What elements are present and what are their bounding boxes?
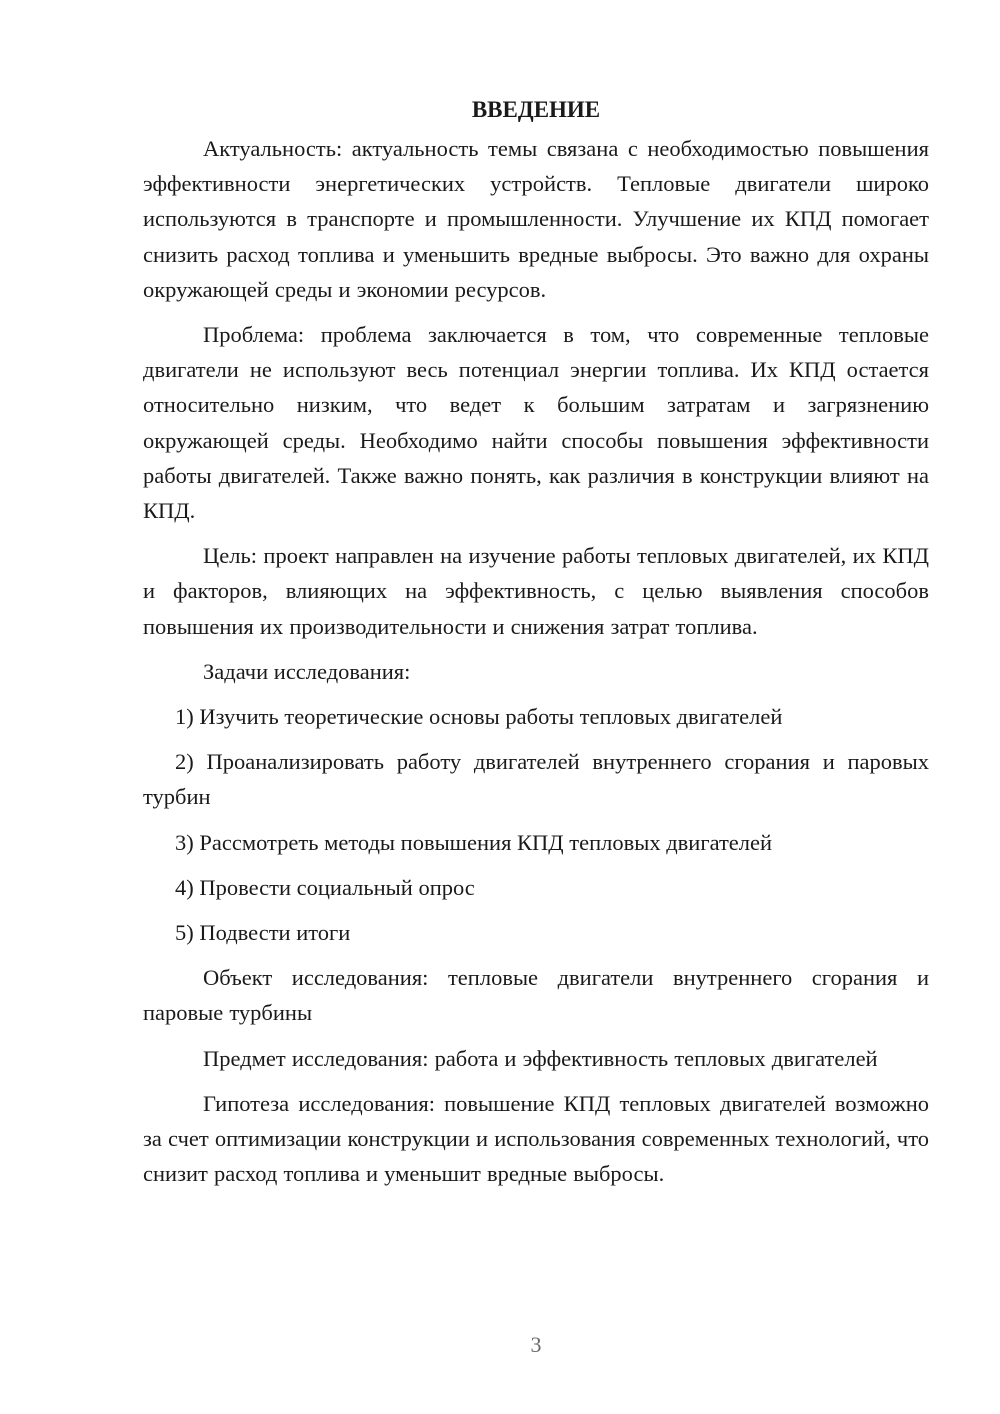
- document-page: [143, 92, 929, 1191]
- page-number: 3: [530, 1332, 542, 1357]
- document-title: ВВЕДЕНИЕ: [471, 97, 601, 122]
- goal-paragraph: Цель: проект направлен на изучение работы тепловых двигателей, их КПД и факторов, влияющих на эффективность, с целью выявления способов повышения их производительности и снижения затрат топлива.: [143, 543, 929, 639]
- problem-paragraph: Проблема: проблема заключается в том, что современные тепловые двигатели не используют весь потенциал энергии топлива. Их КПД остается относительно низким, что ведет к большим затратам и загрязнению окружающей среды. Необходимо найти способы повышения эффективности работы двигателей. Также важно понять, как различия в конструкции влияют на КПД.: [143, 322, 929, 524]
- object-paragraph: Объект исследования: тепловые двигатели внутреннего сгорания и паровые турбины: [143, 965, 929, 1026]
- task-item: 2) Проанализировать работу двигателей внутреннего сгорания и паровых турбин: [143, 749, 929, 810]
- tasks-list: [143, 699, 929, 950]
- task-item: 4) Провести социальный опрос: [175, 874, 475, 900]
- task-item: 3) Рассмотреть методы повышения КПД тепловых двигателей: [175, 829, 773, 855]
- relevance-paragraph: Актуальность: актуальность темы связана с необходимостью повышения эффективности энергетических устройств. Тепловые двигатели широко используются в транспорте и промышленности. Улучшение их КПД помогает снизить расход топлива и уменьшить вредные выбросы. Это важно для охраны окружающей среды и экономии ресурсов.: [143, 136, 929, 302]
- subject-paragraph: Предмет исследования: работа и эффективность тепловых двигателей: [203, 1045, 878, 1071]
- tasks-heading: Задачи исследования:: [203, 658, 411, 684]
- task-item: 1) Изучить теоретические основы работы тепловых двигателей: [175, 704, 783, 730]
- hypothesis-paragraph: Гипотеза исследования: повышение КПД тепловых двигателей возможно за счет оптимизации конструкции и использования современных технологий, что снизит расход топлива и уменьшит вредные выбросы.: [143, 1090, 929, 1187]
- task-item: 5) Подвести итоги: [175, 920, 351, 946]
